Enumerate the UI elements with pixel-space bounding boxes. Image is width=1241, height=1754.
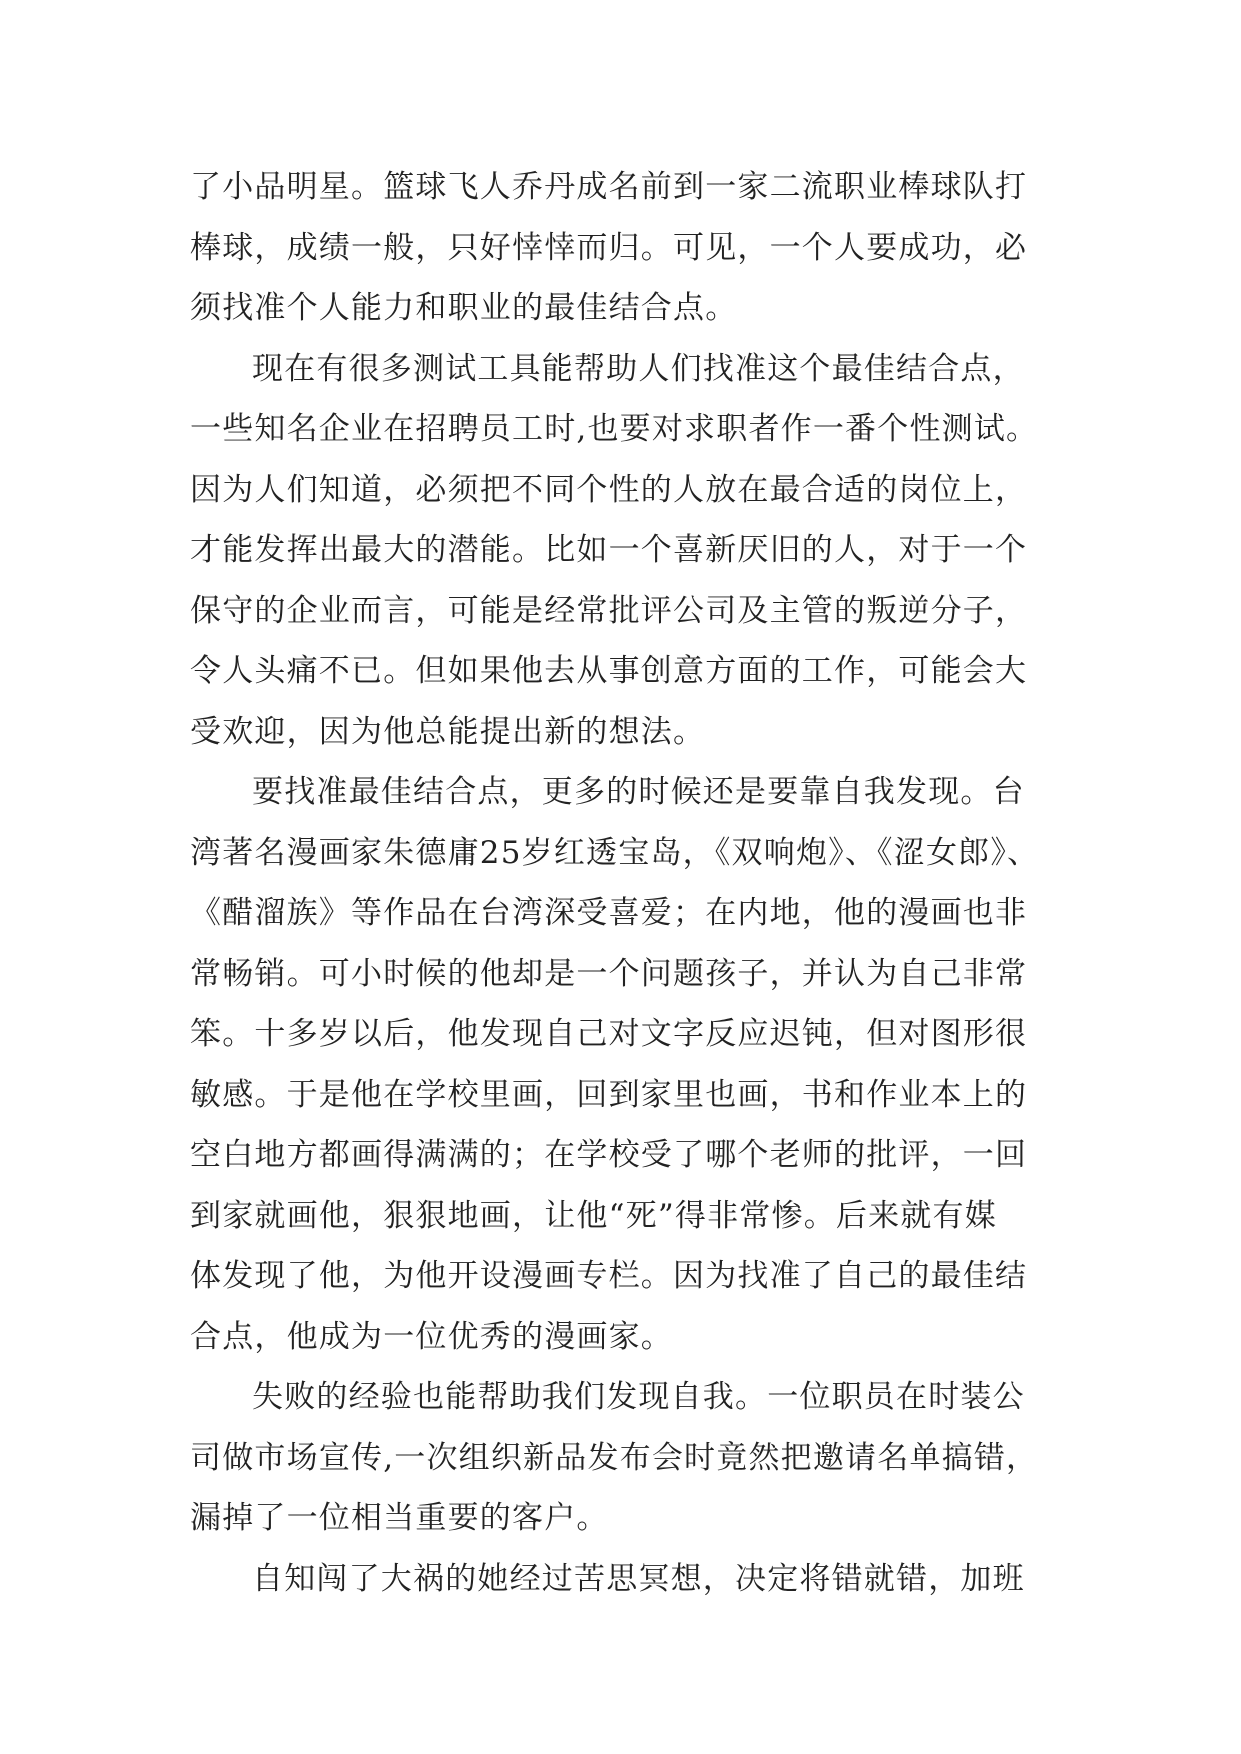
text-line: 须找准个人能力和职业的最佳结合点。 bbox=[190, 290, 738, 326]
text-line: 现在有很多测试工具能帮助人们找准这个最佳结合点， bbox=[252, 350, 1025, 387]
text-line: 令人头痛不已。但如果他去从事创意方面的工作，可能会大 bbox=[190, 653, 1028, 689]
text-line: 漏掉了一位相当重要的客户。 bbox=[190, 1500, 609, 1536]
paragraph bbox=[190, 762, 1050, 1367]
text-line: 合点，他成为一位优秀的漫画家。 bbox=[190, 1318, 673, 1355]
text-line: 了小品明星。篮球飞人乔丹成名前到一家二流职业棒球队打 bbox=[190, 169, 1028, 205]
text-line: 敏感。于是他在学校里画，回到家里也画，书和作业本上的 bbox=[190, 1076, 1028, 1113]
text-line: 自知闯了大祸的她经过苦思冥想，决定将错就错，加班 bbox=[252, 1560, 1025, 1597]
text-line: 要找准最佳结合点，更多的时候还是要靠自我发现。台 bbox=[252, 774, 1025, 810]
paragraph bbox=[190, 339, 1050, 763]
text-line: 失败的经验也能帮助我们发现自我。一位职员在时装公 bbox=[252, 1379, 1025, 1415]
text-line: 司做市场宣传,一次组织新品发布会时竟然把邀请名单搞错， bbox=[190, 1439, 1039, 1476]
text-line: 保守的企业而言，可能是经常批评公司及主管的叛逆分子， bbox=[190, 592, 1028, 629]
text-line: 常畅销。可小时候的他却是一个问题孩子，并认为自己非常 bbox=[190, 955, 1028, 992]
text-line: 才能发挥出最大的潜能。比如一个喜新厌旧的人，对于一个 bbox=[190, 532, 1028, 568]
text-line: 湾著名漫画家朱德庸25岁红透宝岛，《双响炮》、《涩女郎》、 bbox=[190, 834, 1040, 871]
text-line: 空白地方都画得满满的；在学校受了哪个老师的批评，一回 bbox=[190, 1137, 1028, 1173]
paragraph bbox=[190, 1549, 1050, 1610]
paragraph bbox=[190, 1367, 1050, 1549]
text-line: 《醋溜族》等作品在台湾深受喜爱；在内地，他的漫画也非 bbox=[190, 895, 1028, 931]
text-line: 体发现了他，为他开设漫画专栏。因为找准了自己的最佳结 bbox=[190, 1258, 1028, 1294]
text-line: 因为人们知道，必须把不同个性的人放在最合适的岗位上， bbox=[190, 471, 1028, 508]
text-line: 受欢迎，因为他总能提出新的想法。 bbox=[190, 713, 706, 750]
paragraph bbox=[190, 157, 1050, 339]
text-line: 一些知名企业在招聘员工时,也要对求职者作一番个性测试。 bbox=[190, 411, 1039, 447]
body-text bbox=[190, 157, 1050, 1609]
text-line: 棒球，成绩一般，只好悻悻而归。可见，一个人要成功，必 bbox=[190, 229, 1028, 266]
text-line: 笨。十多岁以后，他发现自己对文字反应迟钝，但对图形很 bbox=[190, 1016, 1028, 1052]
text-line: 到家就画他，狠狠地画，让他“死”得非常惨。后来就有媒 bbox=[190, 1197, 997, 1234]
